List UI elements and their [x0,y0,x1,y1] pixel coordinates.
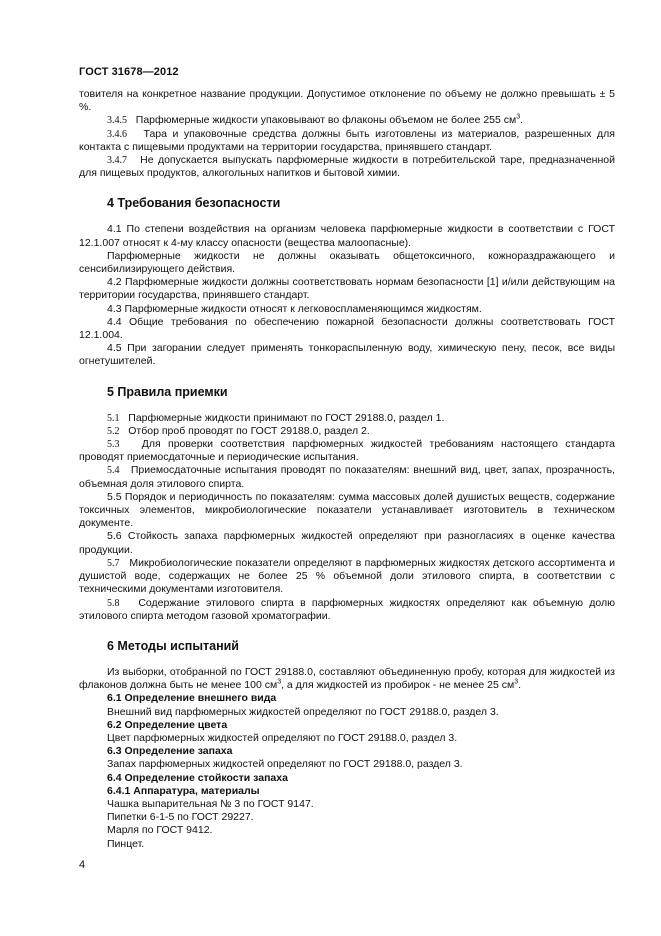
clause-5-8 [79,597,615,623]
clause-3-4-7 [79,154,615,180]
list-item: Чашка выпарительная № 3 по ГОСТ 9147. [107,797,314,810]
superscript: 3 [516,113,521,121]
clause-text: Не допускается выпускать парфюмерные жидкости в потребительской таре, предназначенной для пищевых продуктов, алкогольных напитков и бытовой химии. [79,154,615,180]
section-title: 4 Требования безопасности [107,196,281,211]
clause-number: 5.8 [107,597,120,609]
paragraph: Цвет парфюмерных жидкостей определяют по ГОСТ 29188.0, раздел 3. [107,731,458,744]
paragraph: товителя на конкретное название продукции. Допустимое отклонение по объему не должно превышать ± 5 %. [79,88,615,114]
clause-number: 5.2 [107,425,120,437]
clause-text: Тара и упаковочные средства должны быть изготовлены из материалов, разрешенных для контакта с пищевыми продуктами на территории государства, принявшего стандарт. [79,127,615,153]
clause-number: 5.1 [107,412,120,424]
paragraph: Парфюмерные жидкости не должны оказывать общетоксичного, кожнораздражающего и сенсибилизирующего действия. [79,249,615,276]
paragraph: Внешний вид парфюмерных жидкостей определяют по ГОСТ 29188.0, раздел 3. [107,705,499,718]
paragraph: Из выборки, отобранной по ГОСТ 29188.0, составляют объединенную пробу, которая для жидкостей из флаконов должна быть не менее 100 $см^3$, а для жидкостей из пробирок - не менее 25 $см^3$. [79,665,615,692]
clause-text: Содержание этилового спирта в парфюмерных жидкостях определяют как объемную долю этилового спирта методом газовой хроматографии. [79,596,615,622]
paragraph: 4.5 При загорании следует применять тонкораспыленную воду, химическую пену, песок, все виды огнетушителей. [79,342,615,368]
section-title: 5 Правила приемки [107,384,228,399]
clause-text: Приемосдаточные испытания проводят по показателям: внешний вид, цвет, запах, прозрачность, объемная доля этилового спирта. [79,464,615,490]
superscript: 3 [514,678,519,686]
paragraph: Запах парфюмерных жидкостей определяют по ГОСТ 29188.0, раздел 3. [107,758,463,771]
clause-5-3 [79,438,615,464]
clause-text: Микробиологические показатели определяют в парфюмерных жидкостях детского ассортимента и душистой воде, содержащих не более 25 % объемной доли этилового спирта, в соответствии с техническими документами изготовителя. [79,556,615,596]
clause-number: 3.4.6 [107,128,127,140]
clause-5-1 [79,412,615,425]
clause-text: Парфюмерные жидкости упаковывают во флаконы объемом не более 255 см [135,114,517,127]
clause-3-4-6 [79,128,615,154]
clause-number: 5.7 [107,557,120,569]
page-number: 4 [79,859,86,871]
paragraph: 4.4 Общие требования по обеспечению пожарной безопасности должны соответствовать ГОСТ 12.1.004. [79,315,615,342]
list-item: Марля по ГОСТ 9412. [107,824,213,837]
subsection-heading: 6.4.1 Аппаратура, материалы [107,784,260,797]
clause-number: 3.4.5 [107,115,127,127]
list-item: Пипетки 6-1-5 по ГОСТ 29227. [107,811,254,824]
subsection-heading: 6.2 Определение цвета [107,718,228,731]
clause-3-4-5: 3.4.5 Парфюмерные жидкости упаковывают во флаконы объемом не более 255 $см^3$. [107,113,524,127]
clause-text: Для проверки соответствия парфюмерных жидкостей требованиям настоящего стандарта проводят приемосдаточные и периодические испытания. [79,438,615,464]
subsection-heading: 6.1 Определение внешнего вида [107,692,277,705]
clause-number: 5.4 [107,465,120,477]
list-item: Пинцет. [107,837,145,850]
clause-5-2 [79,425,615,438]
clause-number: 3.4.7 [107,155,127,167]
paragraph: 4.1 По степени воздействия на организм человека парфюмерные жидкости в соответствии с ГОСТ 12.1.007 относят к 4-му классу опасности (вещества малоопасные). [79,223,615,249]
subsection-heading: 6.4 Определение стойкости запаха [107,771,288,784]
clause-text: Парфюмерные жидкости принимают по ГОСТ 29188.0, раздел 1. [128,411,445,424]
clause-number: 5.3 [107,439,120,451]
section-title: 6 Методы испытаний [107,638,239,653]
paragraph: 4.2 Парфюмерные жидкости должны соответствовать нормам безопасности [1] и/или действующим на территории государства, принявшего стандарт. [79,276,615,302]
clause-5-7 [79,557,615,597]
document-body [79,88,615,851]
document-header: ГОСТ 31678—2012 [79,66,179,78]
clause-text: Отбор проб проводят по ГОСТ 29188.0, раздел 2. [128,424,370,437]
paragraph: 5.5 Порядок и периодичность по показателям: сумма массовых долей душистых веществ, содержание токсичных элементов, микробиологические показатели устанавливает изготовитель в техническом документе. [79,490,615,530]
superscript: 3 [277,678,282,686]
subsection-heading: 6.3 Определение запаха [107,745,233,758]
paragraph: 4.3 Парфюмерные жидкости относят к легковоспламеняющимся жидкостям. [107,302,482,315]
paragraph: 5.6 Стойкость запаха парфюмерных жидкостей определяют при разногласиях в оценке качества продукции. [79,530,615,556]
clause-5-4 [79,464,615,490]
